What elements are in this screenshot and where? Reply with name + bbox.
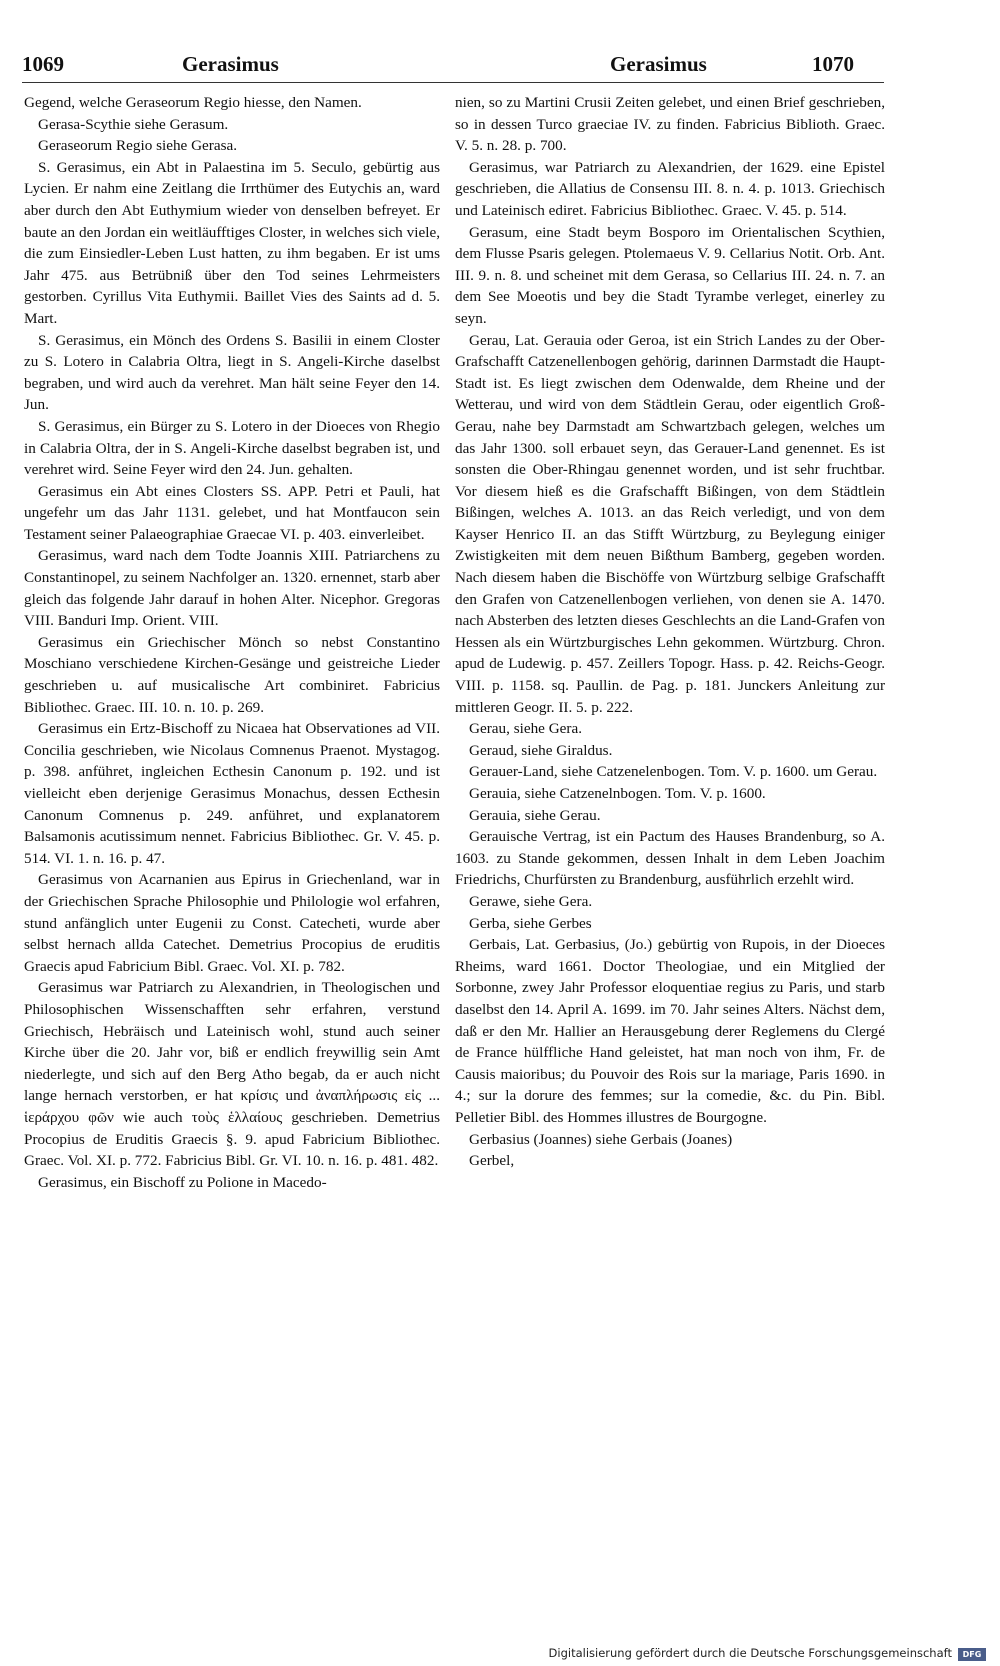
entry-paragraph: Gerasimus ein Ertz-Bischoff zu Nicaea hat Observationes ad VII. Concilia geschrieben, wie Nicolaus Comnenus Praenot. Mystagog. p. 398. anführet, ingleichen Ecthesin Canonum p. 192. und ist vielleicht eben derjenige Gerasimus Monachus, dessen Ecthesin Canonum Comnenus p. 249. anführet, und explanatorem Balsamonis acutissimum nennet. Fabricius Bibliothec. Gr. V. 45. p. 514. VI. 1. n. 16. p. 47. (24, 720, 440, 867)
entry-paragraph: Gerasum, eine Stadt beym Bosporo im Orientalischen Scythien, dem Flusse Psaris gelegen. Ptolemaeus V. 9. Cellarius Notit. Orb. Ant. III. 9. n. 8. und scheinet mit dem Gerasa, so Cellarius III. 24. n. 7. an dem See Moeotis und bey die Stadt Tyrambe verleget, einerley zu seyn. (455, 223, 885, 327)
entry-paragraph: Gerasimus, ward nach dem Todte Joannis XIII. Patriarchens zu Constantinopel, zu seinem Nachfolger an. 1320. ernennet, starb aber gleich das folgende Jahr darauf in hohen Alter. Nicephor. Gregoras VIII. Banduri Imp. Orient. VIII. (24, 547, 440, 630)
dfg-logo: DFG (958, 1648, 986, 1661)
entry-paragraph: Gegend, welche Geraseorum Regio hiesse, den Namen. (24, 94, 362, 111)
entry-paragraph: Geraseorum Regio siehe Gerasa. (38, 137, 238, 155)
left-page-number: 1069 (22, 52, 64, 76)
entry-paragraph: Gerawe, siehe Gera. (469, 892, 593, 910)
entry-paragraph: Gerba, siehe Gerbes (469, 914, 592, 932)
left-column (24, 92, 440, 1532)
right-column (455, 92, 885, 1532)
entry-paragraph: Gerasimus ein Abt eines Closters SS. APP. Petri et Pauli, hat ungefehr um das Jahr 1131. gelebet, und hat Montfaucon sein Testament seiner Palaeographiae Graecae VI. p. 403. einverleibet. (24, 482, 440, 543)
right-running-title: Gerasimus (610, 52, 707, 76)
entry-paragraph: Gerasimus von Acarnanien aus Epirus in Griechenland, war in der Griechischen Sprache Philosophie und Philologie wol erfahren, stund anfänglich unter Eugenii zu Const. Catecheti, wurde aber selbst hernach allda Catechet. Demetrius Procopius de eruditis Graecis apud Fabricium Bibl. Graec. Vol. XI. p. 782. (24, 871, 440, 975)
left-running-title: Gerasimus (182, 52, 279, 76)
entry-paragraph: Gerasimus, war Patriarch zu Alexandrien, der 1629. eine Epistel geschrieben, die Allatius de Consensu III. 8. n. 4. p. 1013. Griechisch und Lateinisch ediret. Fabricius Bibliothec. Graec. V. 45. p. 514. (455, 158, 885, 219)
entry-paragraph: Gerbasius (Joannes) siehe Gerbais (Joanes) (469, 1130, 733, 1148)
entry-paragraph: Gerauia, siehe Catzenelnbogen. Tom. V. p. 1600. (469, 785, 766, 802)
catchword: Gerbel, (469, 1152, 515, 1170)
entry-paragraph: Gerauia, siehe Gerau. (469, 806, 601, 824)
header-rule (22, 82, 884, 83)
entry-paragraph: S. Gerasimus, ein Abt in Palaestina im 5. Seculo, gebürtig aus Lycien. Er nahm eine Zeitlang die Irrthümer des Eutychis an, ward aber durch den Abt Euthymium wieder von denselben befreyet. Er baute an den Jordan ein weitläufftiges Closter, in welches sich viele, die zum Einsiedler-Leben Lust hatten, zu ihm begaben. Er ist ums Jahr 475. aus Betrübniß über den Tod seines Lehrmeisters gestorben. Cyrillus Vita Euthymii. Baillet Vies des Saints ad d. 5. Mart. (24, 158, 440, 327)
entry-paragraph: S. Gerasimus, ein Mönch des Ordens S. Basilii in einem Closter zu S. Lotero in Calabria Oltra, liegt in S. Angeli-Kirche daselbst begraben, und wird auch da verehret. Man hält seine Feyer den 14. Jun. (24, 331, 440, 414)
entry-paragraph: S. Gerasimus, ein Bürger zu S. Lotero in der Dioeces von Rhegio in Calabria Oltra, der in S. Angeli-Kirche daselbst begraben ist, und verehret wird. Seine Feyer wird den 24. Jun. gehalten. (24, 417, 440, 479)
page-header (22, 52, 882, 82)
digitization-credit: Digitalisierung gefördert durch die Deutsche Forschungsgemeinschaft (548, 1646, 952, 1660)
entry-paragraph: Gerasa-Scythie siehe Gerasum. (38, 115, 229, 133)
entry-paragraph: nien, so zu Martini Crusii Zeiten gelebet, und einen Brief geschrieben, so in dessen Turco graeciae IV. zu finden. Fabricius Biblioth. Graec. V. 5. n. 28. p. 700. (455, 94, 885, 155)
entry-paragraph: Gerbais, Lat. Gerbasius, (Jo.) gebürtig von Rupois, in der Dioeces Rheims, ward 1661. Doctor Theologiae, und ein Mitglied der Sorbonne, zwey Jahr Professor eloquentiae regius zu Paris, und starb daselbst den 14. April A. 1699. im 70. Jahr seines Alters. Nächst dem, daß er den Mr. Hallier an Herausgebung derer Reglemens du Clergé de France hülffliche Hand geleistet, hat man noch von ihm, Fr. de Causis maioribus; du Pouvoir des Rois sur la mariage, Paris 1690. in 4.; sur la dorure des femmes; sur la comedie, &c. du Pin. Bibl. Pelletier Bibl. des Hommes illustres de Bourgogne. (455, 936, 885, 1126)
entry-paragraph: Gerasimus ein Griechischer Mönch so nebst Constantino Moschiano verschiedene Kirchen-Gesänge und geistreiche Lieder geschrieben u. auf musicalische Art combiniret. Fabricius Bibliothec. Graec. III. 10. n. 10. p. 269. (24, 633, 440, 716)
entry-paragraph: Gerau, siehe Gera. (469, 720, 583, 738)
entry-paragraph: Gerau, Lat. Gerauia oder Geroa, ist ein Strich Landes zu der Ober-Grafschafft Catzenellenbogen gehörig, darinnen Darmstadt die Haupt-Stadt ist. Es liegt zwischen dem Odenwalde, dem Rheine und der Wetterau, und wird von dem Städtlein Gerau, oder eigentlich Groß-Gerau, nahe bey Darmstadt am Schwartzbach gelegen, welches um das Jahr 1300. soll erbauet seyn, das Gerauer-Land genennet. Es ist sonsten die Ober-Rhingau genennet worden, und ist sehr fruchtbar. Vor diesem hieß es die Grafschafft Bißingen, von dem Städtlein Bißingen, welches A. 1013. an das Reich verledigt, und von dem Kayser Henrico II. an das Stifft Würtzburg, zu Beylegung einiger Zwistigkeiten mit dem neuen Bißthum Bamberg, gegeben worden. Nach diesem haben die Bischöffe von Würtzburg selbige Grafschafft den Grafen von Catzenellenbogen verliehen, von denen sie A. 1470. nach Absterben des letzten dieses Geschlechts an die Land-Grafen von Hessen als ein Würtzburgisches Lehn gekommen. Würtzburg. Chron. apud de Ludewig. p. 457. Zeillers Topogr. Hass. p. 42. Reichs-Geogr. VIII. p. 1158. sq. Paullin. de Pag. p. 181. Junckers Anleitung zur mittleren Geogr. II. 5. p. 222. (455, 331, 885, 716)
entry-paragraph: Gerasimus war Patriarch zu Alexandrien, in Theologischen und Philosophischen Wissenschafften sehr erfahren, verstund Griechisch, Hebräisch und Lateinisch wohl, stund auch seiner Kirche über die 20. Jahr vor, biß er endlich freywillig sein Amt niederlegte, und sich auf den Berg Atho begab, da er auch nicht lange hernach verstorben, er hat κρίσις und ἀναπλήρωσις εἰς ... ἱεράρχου φῶν wie auch τοὺς ἑλλαίους geschrieben. Demetrius Procopius de Eruditis Graecis §. 9. apud Fabricium Bibliothec. Graec. Vol. XI. p. 772. Fabricius Bibl. Gr. VI. 10. n. 16. p. 481. 482. (24, 979, 440, 1170)
entry-paragraph: Gerauer-Land, siehe Catzenelenbogen. Tom. V. p. 1600. um Gerau. (469, 763, 878, 781)
right-page-number: 1070 (812, 52, 854, 76)
entry-paragraph: Gerauische Vertrag, ist ein Pactum des Hauses Brandenburg, so A. 1603. zu Stande gekommen, dessen Inhalt in dem Leben Joachim Friedrichs, Churfürsten zu Brandenburg, ausführlich erzehlt wird. (455, 828, 885, 889)
entry-paragraph: Gerasimus, ein Bischoff zu Polione in Macedo- (38, 1173, 327, 1191)
entry-paragraph: Geraud, siehe Giraldus. (469, 741, 613, 759)
